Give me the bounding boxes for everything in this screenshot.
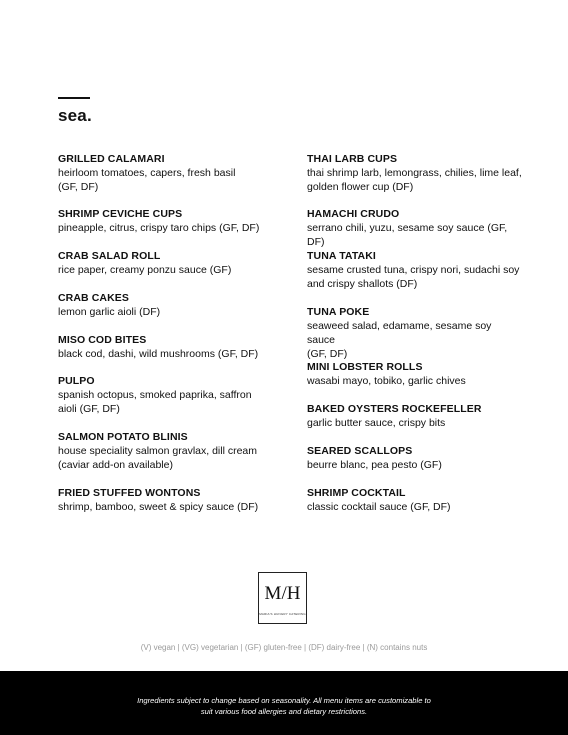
menu-item-desc: beurre blanc, pea pesto (GF) [307, 459, 442, 471]
menu-item-name: FRIED STUFFED WONTONS [58, 487, 201, 499]
menu-item [307, 305, 522, 361]
menu-item [58, 249, 231, 277]
menu-item-name: TUNA TATAKI [307, 250, 376, 262]
menu-item-desc: rice paper, creamy ponzu sauce (GF) [58, 264, 232, 276]
menu-item-desc: wasabi mayo, tobiko, garlic chives [307, 375, 466, 387]
menu-item-name: HAMACHI CRUDO [307, 208, 400, 220]
menu-item [307, 486, 451, 514]
menu-item-name: THAI LARB CUPS [307, 153, 398, 165]
menu-item-name: TUNA POKE [307, 306, 370, 318]
menu-item-desc: garlic butter sauce, crispy bits [307, 417, 446, 429]
menu-item-desc: thai shrimp larb, lemongrass, chilies, lime leaf, golden flower cup (DF) [307, 167, 522, 193]
dietary-legend: (V) vegan | (VG) vegetarian | (GF) gluten-free | (DF) dairy-free | (N) contains nuts [140, 643, 428, 652]
menu-item [307, 207, 522, 249]
menu-item-desc: pineapple, citrus, crispy taro chips (GF, DF) [58, 222, 260, 234]
menu-item-desc: serrano chili, yuzu, sesame soy sauce (GF, DF) [307, 222, 508, 248]
menu-item-name: SALMON POTATO BLINIS [58, 431, 188, 443]
footer-bar [0, 671, 568, 735]
menu-item-desc: black cod, dashi, wild mushrooms (GF, DF) [58, 348, 259, 360]
menu-item-desc: seaweed salad, edamame, sesame soy sauce (GF, DF) [307, 320, 492, 360]
menu-item [58, 486, 258, 514]
section-divider [58, 97, 90, 99]
brand-logo [258, 572, 307, 624]
menu-item-desc: lemon garlic aioli (DF) [58, 306, 161, 318]
menu-item [58, 291, 160, 319]
footer-note: Ingredients subject to change based on seasonality. All menu items are customizable to suit various food allergies and dietary restrictions. [137, 696, 431, 716]
menu-item-name: MINI LOBSTER ROLLS [307, 361, 423, 373]
menu-item-name: SHRIMP CEVICHE CUPS [58, 208, 183, 220]
menu-item [307, 152, 522, 194]
section-title: sea. [58, 106, 92, 125]
menu-item-name: CRAB SALAD ROLL [58, 250, 161, 262]
menu-item-name: SHRIMP COCKTAIL [307, 487, 406, 499]
menu-item-name: GRILLED CALAMARI [58, 153, 165, 165]
menu-item-name: CRAB CAKES [58, 292, 130, 304]
menu-item-name: MISO COD BITES [58, 334, 147, 346]
menu-item-desc: house speciality salmon gravlax, dill cream (caviar add-on available) [58, 445, 258, 471]
menu-item-desc: heirloom tomatoes, capers, fresh basil (GF, DF) [58, 167, 236, 193]
menu-item [58, 152, 235, 194]
menu-item-desc: sesame crusted tuna, crispy nori, sudachi soy and crispy shallots (DF) [307, 264, 520, 290]
menu-item-name: SEARED SCALLOPS [307, 445, 413, 457]
menu-item-desc: spanish octopus, smoked paprika, saffron aioli (GF, DF) [58, 389, 252, 415]
menu-item [307, 444, 442, 472]
menu-item-name: BAKED OYSTERS ROCKEFELLER [307, 403, 482, 415]
menu-item [307, 249, 519, 291]
logo-subtitle: MARIA'S HUNGRY CATERING [259, 612, 306, 616]
menu-item [58, 374, 252, 416]
menu-item [307, 360, 466, 388]
logo-monogram: M/H [264, 583, 301, 604]
menu-item [58, 430, 257, 472]
menu-item [58, 333, 258, 361]
menu-item-desc: shrimp, bamboo, sweet & spicy sauce (DF) [58, 501, 259, 513]
menu-item-name: PULPO [58, 375, 95, 387]
menu-item-desc: classic cocktail sauce (GF, DF) [307, 501, 451, 513]
menu-item [307, 402, 482, 430]
menu-item [58, 207, 259, 235]
